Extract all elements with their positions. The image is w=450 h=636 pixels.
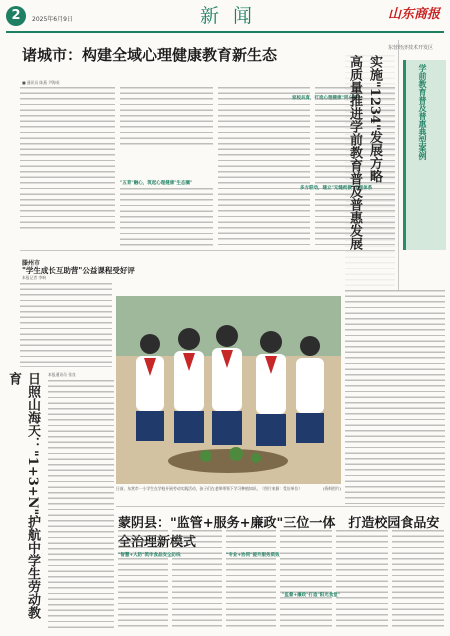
- main-subhead-2: 多方联动，建立"无缝衔接"干预体系: [300, 186, 373, 191]
- bottom-headline: 蒙阴县："监管+服务+廉政"三位一体 打造校园食品安全治理新模式: [118, 516, 440, 550]
- photo-illustration: [116, 296, 341, 484]
- main-article-col-3: [218, 87, 310, 247]
- masthead-rule: [6, 31, 444, 33]
- rizhao-byline: 本报通讯员 张良: [48, 372, 76, 377]
- right-kicker: 东营经济技术开发区: [388, 45, 434, 51]
- rizhao-headline: 日照山海天："1+3+N"护航中学生劳动教育: [6, 372, 40, 620]
- photo-caption: [116, 486, 341, 491]
- photo-credit: (资料图片): [322, 486, 341, 491]
- main-headline: 诸城市：构建全域心理健康教育新生态: [22, 46, 278, 64]
- right-article-body: [345, 290, 445, 505]
- main-subhead-1: "五育"融心，筑起心理健康"生态圈": [120, 181, 193, 186]
- bottom-subhead-0: "智慧+人防"筑牢食品安全防线: [118, 553, 181, 558]
- left-article-body: [20, 283, 112, 363]
- right-headline-b: 实施"1234"发展方略: [367, 55, 382, 183]
- right-banner-text: 学前教育普及普惠典型案例: [418, 64, 428, 160]
- bottom-col-2: [172, 530, 222, 630]
- main-article-col-1: [20, 87, 115, 232]
- issue-date: 2025年6月9日: [32, 16, 73, 23]
- right-headline-a: 高质量推进学前教育普及普惠发展: [347, 55, 362, 250]
- main-article-col-2a: [120, 87, 213, 147]
- bottom-col-5: [336, 530, 388, 630]
- left-byline: 本报记者 李响: [22, 275, 46, 280]
- section-divider: [20, 250, 395, 251]
- column-separator: [398, 40, 399, 290]
- bottom-subhead-2: "监督+廉政"打造"阳光食堂": [282, 593, 341, 598]
- bottom-col-4: [280, 530, 332, 630]
- section-title: 新 闻: [200, 5, 257, 27]
- bottom-col-1: [118, 530, 168, 630]
- main-byline: ■ 通讯员 陈燕 尹海英: [22, 80, 60, 85]
- newspaper-logo: 山东商报: [388, 7, 441, 22]
- main-subhead-0: 家校共育，打造心理健康"同心圆": [292, 96, 360, 101]
- right-banner: [403, 60, 446, 250]
- photo-students-planting: [116, 296, 341, 484]
- bottom-subhead-1: "专业+协同"提升服务质效: [226, 553, 280, 558]
- bottom-divider: [116, 506, 444, 507]
- right-article-shadow: [345, 55, 395, 290]
- left-kicker: 滕州市: [22, 260, 41, 267]
- left-headline: "学生成长互助营"公益课程受好评: [22, 266, 135, 275]
- bottom-col-6: [392, 530, 444, 630]
- page-number-badge: 2: [6, 6, 26, 26]
- left-divider: [20, 366, 112, 367]
- caption-text: 日前，东营市一小学生在学校开展劳动实践活动，孩子们在老师带领下学习种植知识。（图片来源：受访单位）: [116, 486, 303, 491]
- main-article-col-2b: [120, 188, 213, 248]
- bottom-col-3: [226, 530, 276, 630]
- rizhao-article-body: [48, 380, 114, 630]
